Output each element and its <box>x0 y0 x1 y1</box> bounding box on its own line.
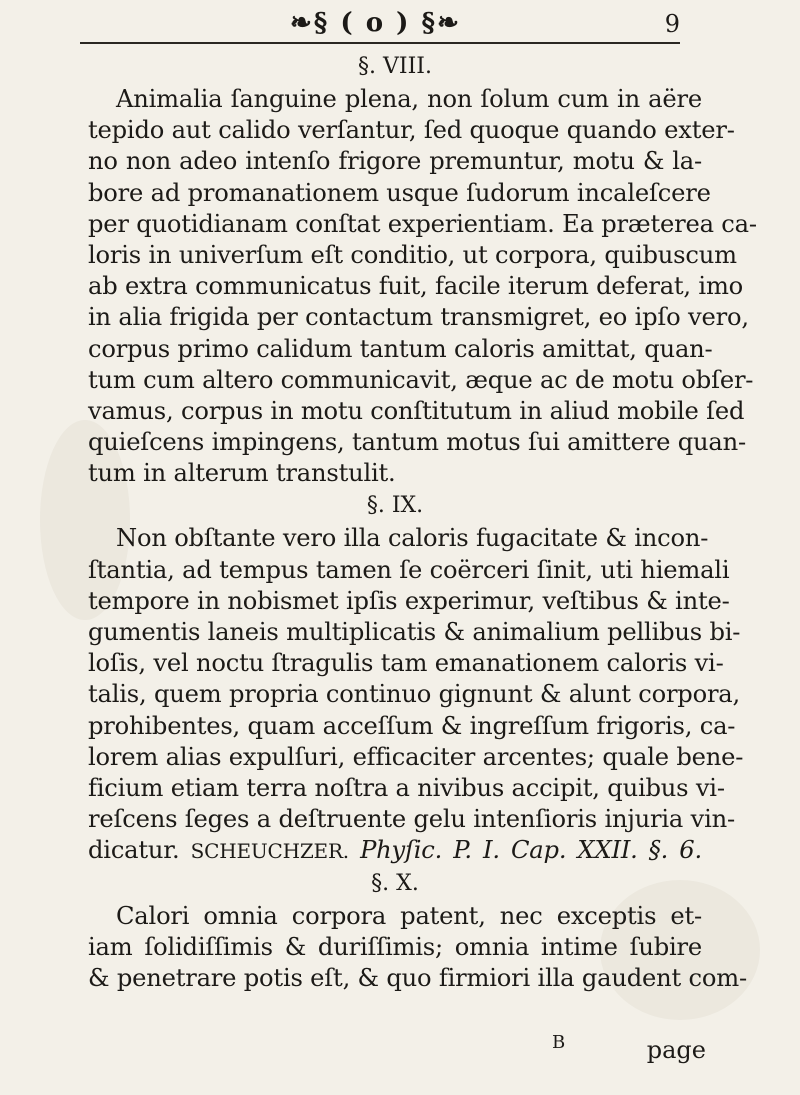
catchword: page <box>646 1036 706 1064</box>
text-line: bore ad promanationem usque ſudorum incaleſcere <box>88 178 711 207</box>
citation-reference: Phyſic. P. I. Cap. XXII. §. 6. <box>360 836 702 865</box>
text-line: tempore in nobismet ipſis experimur, veſtibus & inte- <box>88 586 730 615</box>
section-heading: §. VIII. <box>358 54 432 79</box>
text-line: prohibentes, quam acceſſum & ingreſſum frigoris, ca- <box>88 711 736 740</box>
text-line: no non adeo intenſo frigore premuntur, motu & la- <box>88 147 702 176</box>
section-heading: §. X. <box>371 870 419 896</box>
text-line: Calori omnia corpora patent, nec exceptis et- <box>116 901 702 930</box>
text-line: quieſcens impingens, tantum motus ſui amittere quan- <box>88 428 746 457</box>
text-line: iam ſolidiſſimis & duriſſimis; omnia intime ſubire <box>88 932 702 961</box>
body-text <box>88 50 757 994</box>
citation-author: SCHEUCHZER. <box>190 839 349 864</box>
text-line: reſcens ſeges a deſtruente gelu intenſioris injuria vin- <box>88 805 735 834</box>
citation-lead: dicatur. <box>88 836 180 865</box>
text-line: & penetrare potis eſt, & quo firmiori illa gaudent com- <box>88 963 747 992</box>
text-line: Animalia ſanguine plena, non ſolum cum in aëre <box>116 85 702 113</box>
text-line: tum in alterum transtulit. <box>88 459 396 488</box>
text-line: per quotidianam conſtat experientiam. Ea præterea ca- <box>88 209 757 238</box>
text-line: loſis, vel noctu ſtragulis tam emanationem caloris vi- <box>88 649 724 678</box>
header-rule <box>80 42 680 44</box>
text-line: gumentis laneis multiplicatis & animalium pellibus bi- <box>88 618 741 646</box>
text-line: Non obſtante vero illa caloris fugacitate & incon- <box>116 524 709 553</box>
text-line: ſtantia, ad tempus tamen ſe coërceri ſinit, uti hiemali <box>88 555 730 584</box>
text-line: vamus, corpus in motu conſtitutum in aliud mobile ſed <box>88 396 745 425</box>
page-number: 9 <box>664 10 680 38</box>
text-line: loris in univerſum eſt conditio, ut corpora, quibuscum <box>88 240 737 269</box>
text-line: corpus primo calidum tantum caloris amittat, quan- <box>88 334 713 363</box>
section-heading: §. IX. <box>366 493 424 519</box>
page-footer <box>420 1032 720 1066</box>
text-line: tepido aut calido verſantur, ſed quoque quando exter- <box>88 116 735 145</box>
running-header <box>80 8 680 42</box>
text-line: tum cum altero communicavit, æque ac de motu obſer- <box>88 365 754 394</box>
text-line: talis, quem propria continuo gignunt & alunt corpora, <box>88 680 741 709</box>
text-line: ficium etiam terra noſtra a nivibus accipit, quibus vi- <box>88 773 725 802</box>
text-line: in alia frigida per contactum transmigret, eo ipſo vero, <box>88 303 749 332</box>
citation-line <box>88 835 702 866</box>
text-line: ab extra communicatus fuit, facile iterum deferat, imo <box>88 272 744 301</box>
text-line: lorem alias expulſuri, efficaciter arcentes; quale bene- <box>88 742 744 771</box>
signature-mark: B <box>552 1032 566 1053</box>
header-ornament: ❧§ ( o ) §❧ <box>290 8 461 38</box>
